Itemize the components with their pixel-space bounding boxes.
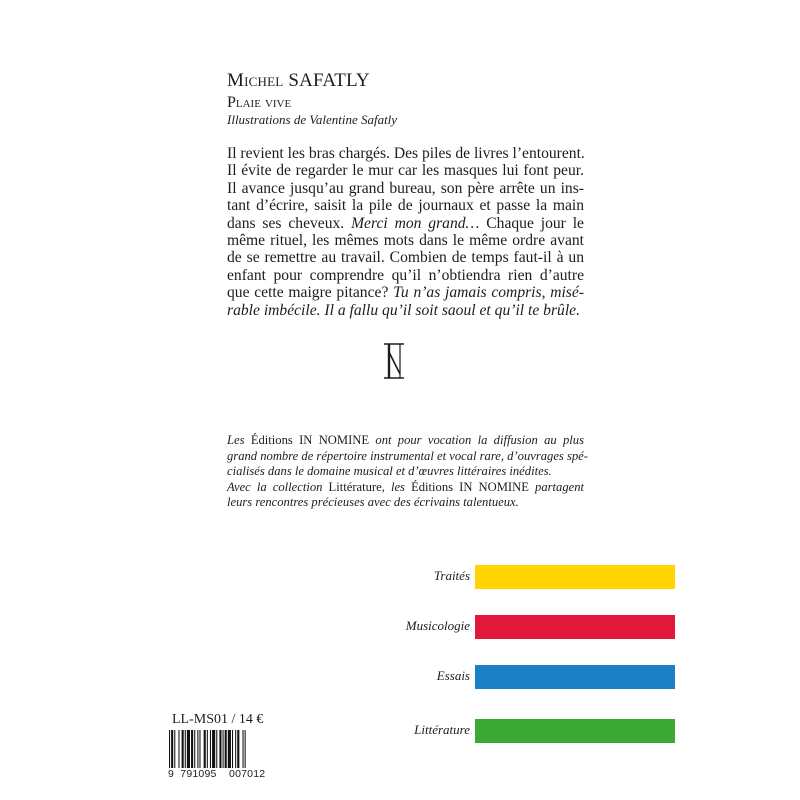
blurb-fragment: dans ses cheveux.	[227, 214, 345, 232]
about-fragment: les	[390, 479, 405, 494]
illustrator-credit: Illustrations de Valentine Safatly	[227, 112, 398, 127]
about-fragment: Les	[227, 433, 245, 447]
category-label: Littérature	[414, 722, 470, 737]
blurb-line: même rituel, les mêmes mots dans le même ordre avant	[227, 232, 584, 250]
blurb-fragment: Chaque jour le	[486, 214, 584, 232]
about-fragment: leurs rencontres précieuses avec des écrivains talentueux.	[227, 495, 519, 510]
about-fragment: Avec la collection	[227, 479, 323, 494]
author-family-name: SAFATLY	[288, 70, 370, 91]
isbn-first: 9	[168, 768, 175, 780]
isbn-left: 791095	[180, 768, 217, 780]
blurb-line	[227, 302, 584, 319]
isbn-number	[168, 768, 265, 780]
category-label: Traités	[433, 568, 470, 583]
in-nomine-logo-icon	[380, 342, 408, 380]
publisher-name: Éditions IN NOMINE	[250, 433, 370, 447]
about-fragment: cialisés dans le domaine musical et d’œuvres littéraires inédites.	[227, 464, 552, 479]
blurb-line: Il évite de regarder le mur car les masques lui font peur.	[227, 162, 584, 180]
blurb-line: tant d’écrire, saisit la pile de journaux et passe la main	[227, 197, 584, 215]
blurb-line: Il revient les bras chargés. Des piles de livres l’entourent.	[227, 145, 585, 162]
collection-name: Littérature,	[328, 479, 385, 494]
price-reference: LL-MS01 / 14 €	[172, 712, 264, 727]
blurb-line: Il avance jusqu’au grand bureau, son père arrête un ins-	[227, 179, 584, 197]
about-line	[227, 464, 584, 480]
about-line	[227, 433, 584, 449]
publisher-about	[227, 433, 588, 511]
category-color-bar	[475, 719, 675, 743]
blurb-quote: rable imbécile. Il a fallu qu’il soit saoul et qu’il te brûle.	[227, 301, 580, 319]
category-color-bar	[475, 615, 675, 639]
category-color-bar	[475, 565, 675, 589]
about-fragment: ont pour vocation la diffusion au plus	[375, 433, 584, 447]
blurb-line	[227, 284, 584, 301]
blurb-fragment: que cette maigre pitance?	[227, 284, 389, 302]
book-header	[227, 70, 687, 128]
blurb-quote: Tu n’as jamais compris, misé-	[393, 284, 584, 302]
about-line	[227, 495, 584, 511]
category-litterature	[380, 719, 760, 743]
publisher-name: Éditions IN NOMINE	[411, 479, 529, 494]
category-essais	[380, 665, 760, 689]
isbn-right: 007012	[229, 768, 266, 780]
category-color-bar	[475, 665, 675, 689]
blurb-text	[227, 145, 584, 319]
category-label: Musicologie	[405, 618, 470, 633]
blurb-quote: Merci mon grand…	[351, 214, 480, 232]
category-label: Essais	[436, 668, 470, 683]
about-line	[227, 480, 584, 496]
about-fragment: grand nombre de répertoire instrumental et vocal rare, d’ouvrages spé-	[227, 448, 588, 463]
about-line	[227, 448, 588, 465]
book-title: Plaie vive	[227, 94, 292, 111]
author-given-name: Michel	[227, 70, 284, 91]
barcode-icon	[168, 730, 276, 768]
author-name	[227, 70, 687, 92]
blurb-line	[227, 215, 584, 232]
blurb-line: de se remettre au travail. Combien de temps faut-il à un	[227, 249, 584, 267]
about-fragment: partagent	[535, 479, 585, 494]
blurb-line: enfant pour comprendre qu’il n’obtiendra rien d’autre	[227, 266, 584, 284]
category-traites	[380, 565, 760, 589]
category-musicologie	[380, 615, 760, 639]
